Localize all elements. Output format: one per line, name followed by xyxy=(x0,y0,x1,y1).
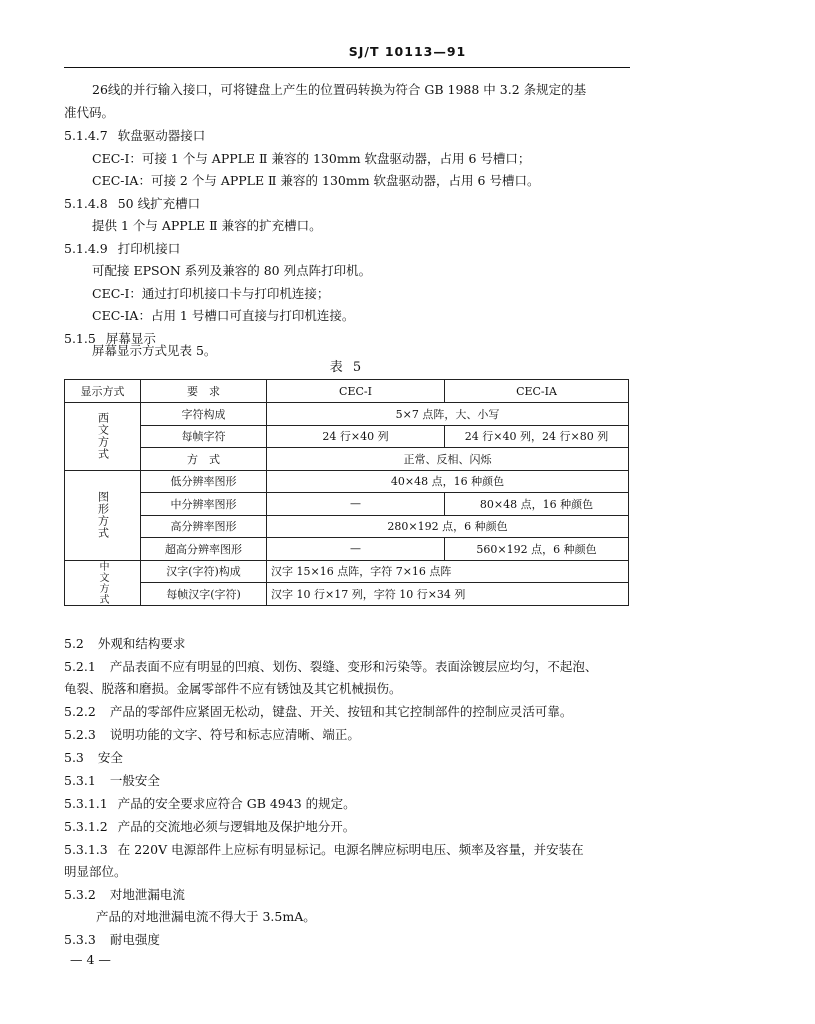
section-title: 打印机接口 xyxy=(117,241,181,256)
text-line: CEC-I：可接 1 个与 APPLE Ⅱ 兼容的 130mm 软盘驱动器，占用 6 号槽口； xyxy=(92,151,531,166)
row-value: 40×48 点，16 种颜色 xyxy=(267,470,629,493)
section-number: 5.1.4.9 xyxy=(64,241,108,256)
section-title: 屏幕显示 xyxy=(105,331,156,346)
section-531 xyxy=(64,771,160,789)
row-requirement: 高分辨率图形 xyxy=(141,515,267,538)
section-title: 安全 xyxy=(97,750,123,765)
group-western xyxy=(65,403,141,471)
text-line: 屏幕显示方式见表 5。 xyxy=(92,343,217,358)
row-value-cec-i: — xyxy=(267,538,445,561)
section-text: 产品的安全要求应符合 GB 4943 的规定。 xyxy=(117,796,356,811)
section-number: 5.3.3 xyxy=(64,932,96,947)
section-text: 说明功能的文字、符号和标志应清晰、端正。 xyxy=(109,727,360,742)
section-number: 5.2.1 xyxy=(64,659,96,674)
section-number: 5.3.1.2 xyxy=(64,819,108,834)
row-value-cec-ia: 560×192 点，6 种颜色 xyxy=(445,538,629,561)
row-requirement: 每帧字符 xyxy=(141,425,267,448)
row-value: 280×192 点，6 种颜色 xyxy=(267,515,629,538)
section-5148 xyxy=(64,194,200,212)
row-requirement: 中分辨率图形 xyxy=(141,493,267,516)
section-5313 xyxy=(64,840,584,858)
table-row xyxy=(65,560,629,583)
section-text: 在 220V 电源部件上应标有明显标记。电源名牌应标明电压、频率及容量，并安装在 xyxy=(117,842,584,857)
row-value-cec-ia: 24 行×40 列，24 行×80 列 xyxy=(445,425,629,448)
row-requirement: 超高分辨率图形 xyxy=(141,538,267,561)
table-row xyxy=(65,470,629,493)
text-line: 龟裂、脱落和磨损。金属零部件不应有锈蚀及其它机械损伤。 xyxy=(64,681,402,696)
section-number: 5.3 xyxy=(64,750,84,765)
section-52 xyxy=(64,634,185,652)
table-row xyxy=(65,538,629,561)
section-number: 5.3.1.1 xyxy=(64,796,108,811)
header-mode: 显示方式 xyxy=(65,380,141,403)
text-line: 可配接 EPSON 系列及兼容的 80 列点阵打印机。 xyxy=(92,263,372,278)
row-value: 汉字 10 行×17 列，字符 10 行×34 列 xyxy=(267,583,629,606)
section-533 xyxy=(64,930,160,948)
table-row xyxy=(65,515,629,538)
text-line: 26线的并行输入接口，可将键盘上产生的位置码转换为符合 GB 1988 中 3.2 条规定的基 xyxy=(92,82,587,97)
section-number: 5.1.4.8 xyxy=(64,196,108,211)
section-title: 一般安全 xyxy=(109,773,160,788)
text-line: 产品的对地泄漏电流不得大于 3.5mA。 xyxy=(96,909,316,924)
row-value-cec-i: 24 行×40 列 xyxy=(267,425,445,448)
section-521 xyxy=(64,657,597,675)
group-label: 中文方式 xyxy=(97,560,108,605)
section-5311 xyxy=(64,794,356,812)
text-line: 准代码。 xyxy=(64,105,115,120)
header-cec-i: CEC-I xyxy=(267,380,445,403)
section-5149 xyxy=(64,239,180,257)
table-row xyxy=(65,425,629,448)
table-row xyxy=(65,583,629,606)
header-cec-ia: CEC-IA xyxy=(445,380,629,403)
section-number: 5.1.5 xyxy=(64,331,96,346)
table-5 xyxy=(64,379,629,606)
group-graphics xyxy=(65,470,141,560)
text-line: CEC-I：通过打印机接口卡与打印机连接； xyxy=(92,286,330,301)
row-requirement: 每帧汉字(字符) xyxy=(141,583,267,606)
section-title: 50 线扩充槽口 xyxy=(117,196,201,211)
text-line: 提供 1 个与 APPLE Ⅱ 兼容的扩充槽口。 xyxy=(92,218,322,233)
table-row xyxy=(65,403,629,426)
row-requirement: 字符构成 xyxy=(141,403,267,426)
section-text: 产品的零部件应紧固无松动，键盘、开关、按钮和其它控制部件的控制应灵活可靠。 xyxy=(109,704,573,719)
section-53 xyxy=(64,748,123,766)
section-title: 软盘驱动器接口 xyxy=(117,128,206,143)
text-line: 明显部位。 xyxy=(64,864,127,879)
table-row xyxy=(65,493,629,516)
page-number: — 4 — xyxy=(70,952,111,967)
section-number: 5.3.1 xyxy=(64,773,96,788)
row-value: 5×7 点阵，大、小写 xyxy=(267,403,629,426)
row-value-cec-i: — xyxy=(267,493,445,516)
section-523 xyxy=(64,725,360,743)
section-5312 xyxy=(64,817,355,835)
table-header-row xyxy=(65,380,629,403)
section-number: 5.3.1.3 xyxy=(64,842,108,857)
section-number: 5.2.2 xyxy=(64,704,96,719)
section-title: 耐电强度 xyxy=(109,932,160,947)
table-row xyxy=(65,448,629,471)
row-value-cec-ia: 80×48 点，16 种颜色 xyxy=(445,493,629,516)
row-requirement: 低分辨率图形 xyxy=(141,470,267,493)
header-rule xyxy=(64,67,630,68)
section-title: 对地泄漏电流 xyxy=(109,887,185,902)
section-title: 外观和结构要求 xyxy=(97,636,186,651)
row-value: 正常、反相、闪烁 xyxy=(267,448,629,471)
section-text: 产品表面不应有明显的凹痕、划伤、裂缝、变形和污染等。表面涂镀层应均匀，不起泡、 xyxy=(109,659,598,674)
section-text: 产品的交流地必须与逻辑地及保护地分开。 xyxy=(117,819,356,834)
document-code: SJ/T 10113—91 xyxy=(348,44,467,59)
section-number: 5.2 xyxy=(64,636,84,651)
row-requirement: 方 式 xyxy=(141,448,267,471)
row-value: 汉字 15×16 点阵，字符 7×16 点阵 xyxy=(267,560,629,583)
header-requirement: 要 求 xyxy=(141,380,267,403)
group-chinese xyxy=(65,560,141,605)
group-label: 西文方式 xyxy=(96,412,110,461)
section-532 xyxy=(64,885,185,903)
section-number: 5.3.2 xyxy=(64,887,96,902)
section-522 xyxy=(64,702,572,720)
section-number: 5.2.3 xyxy=(64,727,96,742)
section-number: 5.1.4.7 xyxy=(64,128,108,143)
table-caption: 表 5 xyxy=(329,360,365,375)
text-line: CEC-IA：可接 2 个与 APPLE Ⅱ 兼容的 130mm 软盘驱动器，占用 6 号槽口。 xyxy=(92,173,540,188)
section-5147 xyxy=(64,126,205,144)
group-label: 图形方式 xyxy=(96,491,110,539)
row-requirement: 汉字(字符)构成 xyxy=(141,560,267,583)
text-line: CEC-IA：占用 1 号槽口可直接与打印机连接。 xyxy=(92,308,355,323)
